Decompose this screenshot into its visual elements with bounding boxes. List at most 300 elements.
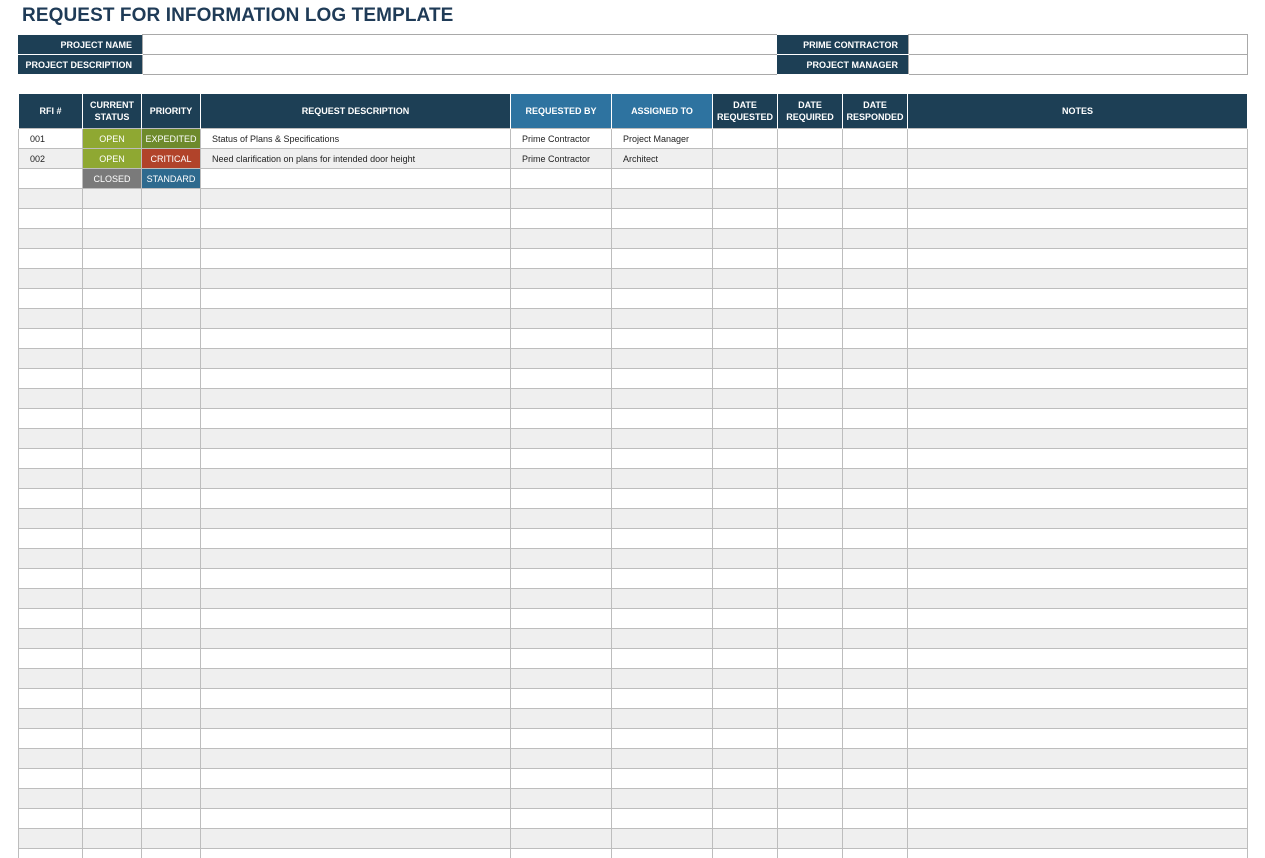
date-responded-cell[interactable] — [843, 429, 908, 449]
date-responded-cell[interactable] — [843, 449, 908, 469]
requested-by-cell[interactable] — [511, 349, 612, 369]
status-cell[interactable] — [83, 329, 142, 349]
date-responded-cell[interactable] — [843, 609, 908, 629]
requested-by-cell[interactable] — [511, 189, 612, 209]
requested-by-cell[interactable] — [511, 669, 612, 689]
assigned-to-cell[interactable] — [612, 229, 713, 249]
request-description-cell[interactable] — [201, 249, 511, 269]
requested-by-cell[interactable] — [511, 489, 612, 509]
status-cell[interactable] — [83, 249, 142, 269]
date-requested-cell[interactable] — [713, 689, 778, 709]
request-description-cell[interactable]: Status of Plans & Specifications — [201, 129, 511, 149]
notes-cell[interactable] — [908, 489, 1248, 509]
date-responded-cell[interactable] — [843, 329, 908, 349]
assigned-to-cell[interactable] — [612, 469, 713, 489]
request-description-cell[interactable] — [201, 569, 511, 589]
project-description-field[interactable] — [143, 55, 778, 75]
notes-cell[interactable] — [908, 609, 1248, 629]
requested-by-cell[interactable] — [511, 329, 612, 349]
request-description-cell[interactable] — [201, 269, 511, 289]
assigned-to-cell[interactable] — [612, 849, 713, 858]
date-requested-cell[interactable] — [713, 189, 778, 209]
assigned-to-cell[interactable] — [612, 309, 713, 329]
date-responded-cell[interactable] — [843, 369, 908, 389]
assigned-to-cell[interactable] — [612, 769, 713, 789]
request-description-cell[interactable] — [201, 769, 511, 789]
date-requested-cell[interactable] — [713, 389, 778, 409]
rfi-number-cell[interactable] — [19, 529, 83, 549]
date-requested-cell[interactable] — [713, 149, 778, 169]
requested-by-cell[interactable] — [511, 689, 612, 709]
notes-cell[interactable] — [908, 229, 1248, 249]
notes-cell[interactable] — [908, 389, 1248, 409]
requested-by-cell[interactable] — [511, 649, 612, 669]
date-requested-cell[interactable] — [713, 849, 778, 858]
priority-cell[interactable] — [142, 729, 201, 749]
date-requested-cell[interactable] — [713, 589, 778, 609]
date-responded-cell[interactable] — [843, 569, 908, 589]
priority-cell[interactable] — [142, 509, 201, 529]
requested-by-cell[interactable] — [511, 849, 612, 858]
status-cell[interactable] — [83, 669, 142, 689]
requested-by-cell[interactable] — [511, 749, 612, 769]
date-requested-cell[interactable] — [713, 729, 778, 749]
assigned-to-cell[interactable] — [612, 589, 713, 609]
priority-cell[interactable] — [142, 609, 201, 629]
assigned-to-cell[interactable] — [612, 369, 713, 389]
date-required-cell[interactable] — [778, 569, 843, 589]
status-cell[interactable] — [83, 689, 142, 709]
assigned-to-cell[interactable] — [612, 429, 713, 449]
request-description-cell[interactable] — [201, 529, 511, 549]
requested-by-cell[interactable] — [511, 549, 612, 569]
date-required-cell[interactable] — [778, 609, 843, 629]
notes-cell[interactable] — [908, 849, 1248, 858]
request-description-cell[interactable] — [201, 469, 511, 489]
status-cell[interactable] — [83, 769, 142, 789]
request-description-cell[interactable] — [201, 849, 511, 858]
assigned-to-cell[interactable] — [612, 409, 713, 429]
date-required-cell[interactable] — [778, 689, 843, 709]
rfi-number-cell[interactable] — [19, 449, 83, 469]
date-requested-cell[interactable] — [713, 769, 778, 789]
date-requested-cell[interactable] — [713, 669, 778, 689]
requested-by-cell[interactable] — [511, 629, 612, 649]
rfi-number-cell[interactable] — [19, 409, 83, 429]
date-requested-cell[interactable] — [713, 249, 778, 269]
date-required-cell[interactable] — [778, 249, 843, 269]
status-cell[interactable] — [83, 469, 142, 489]
priority-cell[interactable] — [142, 589, 201, 609]
date-required-cell[interactable] — [778, 789, 843, 809]
rfi-number-cell[interactable] — [19, 249, 83, 269]
requested-by-cell[interactable]: Prime Contractor — [511, 129, 612, 149]
date-requested-cell[interactable] — [713, 809, 778, 829]
date-requested-cell[interactable] — [713, 269, 778, 289]
status-cell[interactable] — [83, 389, 142, 409]
assigned-to-cell[interactable] — [612, 809, 713, 829]
priority-cell[interactable] — [142, 409, 201, 429]
requested-by-cell[interactable] — [511, 409, 612, 429]
date-required-cell[interactable] — [778, 129, 843, 149]
date-requested-cell[interactable] — [713, 469, 778, 489]
date-requested-cell[interactable] — [713, 609, 778, 629]
rfi-number-cell[interactable] — [19, 429, 83, 449]
rfi-number-cell[interactable] — [19, 689, 83, 709]
request-description-cell[interactable] — [201, 489, 511, 509]
assigned-to-cell[interactable] — [612, 449, 713, 469]
rfi-number-cell[interactable] — [19, 769, 83, 789]
date-responded-cell[interactable] — [843, 349, 908, 369]
status-badge[interactable]: OPEN — [83, 149, 142, 169]
priority-cell[interactable] — [142, 809, 201, 829]
status-cell[interactable] — [83, 269, 142, 289]
date-responded-cell[interactable] — [843, 669, 908, 689]
priority-cell[interactable] — [142, 449, 201, 469]
request-description-cell[interactable] — [201, 649, 511, 669]
rfi-number-cell[interactable] — [19, 589, 83, 609]
date-required-cell[interactable] — [778, 409, 843, 429]
priority-cell[interactable] — [142, 249, 201, 269]
priority-cell[interactable] — [142, 209, 201, 229]
date-requested-cell[interactable] — [713, 509, 778, 529]
project-name-field[interactable] — [143, 35, 778, 55]
rfi-number-cell[interactable] — [19, 289, 83, 309]
notes-cell[interactable] — [908, 589, 1248, 609]
requested-by-cell[interactable] — [511, 229, 612, 249]
date-responded-cell[interactable] — [843, 849, 908, 858]
status-cell[interactable] — [83, 849, 142, 858]
date-responded-cell[interactable] — [843, 129, 908, 149]
date-required-cell[interactable] — [778, 829, 843, 849]
date-requested-cell[interactable] — [713, 129, 778, 149]
date-requested-cell[interactable] — [713, 309, 778, 329]
requested-by-cell[interactable] — [511, 369, 612, 389]
requested-by-cell[interactable] — [511, 289, 612, 309]
date-requested-cell[interactable] — [713, 549, 778, 569]
date-required-cell[interactable] — [778, 589, 843, 609]
priority-cell[interactable] — [142, 269, 201, 289]
date-responded-cell[interactable] — [843, 289, 908, 309]
notes-cell[interactable] — [908, 509, 1248, 529]
notes-cell[interactable] — [908, 829, 1248, 849]
date-requested-cell[interactable] — [713, 649, 778, 669]
date-responded-cell[interactable] — [843, 509, 908, 529]
project-manager-field[interactable] — [909, 55, 1248, 75]
date-required-cell[interactable] — [778, 509, 843, 529]
requested-by-cell[interactable] — [511, 729, 612, 749]
date-required-cell[interactable] — [778, 389, 843, 409]
rfi-number-cell[interactable] — [19, 829, 83, 849]
rfi-number-cell[interactable] — [19, 469, 83, 489]
request-description-cell[interactable] — [201, 349, 511, 369]
priority-cell[interactable] — [142, 689, 201, 709]
status-cell[interactable] — [83, 209, 142, 229]
date-responded-cell[interactable] — [843, 529, 908, 549]
notes-cell[interactable] — [908, 429, 1248, 449]
date-required-cell[interactable] — [778, 849, 843, 858]
assigned-to-cell[interactable] — [612, 729, 713, 749]
notes-cell[interactable] — [908, 169, 1248, 189]
notes-cell[interactable] — [908, 409, 1248, 429]
notes-cell[interactable] — [908, 289, 1248, 309]
date-required-cell[interactable] — [778, 369, 843, 389]
assigned-to-cell[interactable] — [612, 389, 713, 409]
rfi-number-cell[interactable] — [19, 169, 83, 189]
request-description-cell[interactable] — [201, 689, 511, 709]
requested-by-cell[interactable] — [511, 429, 612, 449]
request-description-cell[interactable]: Need clarification on plans for intended door height — [201, 149, 511, 169]
date-requested-cell[interactable] — [713, 829, 778, 849]
assigned-to-cell[interactable] — [612, 189, 713, 209]
status-cell[interactable] — [83, 809, 142, 829]
notes-cell[interactable] — [908, 749, 1248, 769]
priority-cell[interactable] — [142, 389, 201, 409]
date-required-cell[interactable] — [778, 529, 843, 549]
date-required-cell[interactable] — [778, 349, 843, 369]
request-description-cell[interactable] — [201, 329, 511, 349]
request-description-cell[interactable] — [201, 589, 511, 609]
rfi-number-cell[interactable] — [19, 369, 83, 389]
requested-by-cell[interactable] — [511, 169, 612, 189]
notes-cell[interactable] — [908, 769, 1248, 789]
assigned-to-cell[interactable]: Project Manager — [612, 129, 713, 149]
assigned-to-cell[interactable] — [612, 549, 713, 569]
priority-cell[interactable] — [142, 369, 201, 389]
status-cell[interactable] — [83, 289, 142, 309]
date-responded-cell[interactable] — [843, 409, 908, 429]
requested-by-cell[interactable] — [511, 449, 612, 469]
assigned-to-cell[interactable] — [612, 289, 713, 309]
requested-by-cell[interactable] — [511, 569, 612, 589]
date-required-cell[interactable] — [778, 809, 843, 829]
assigned-to-cell[interactable]: Architect — [612, 149, 713, 169]
date-responded-cell[interactable] — [843, 589, 908, 609]
date-required-cell[interactable] — [778, 289, 843, 309]
rfi-number-cell[interactable] — [19, 329, 83, 349]
date-required-cell[interactable] — [778, 629, 843, 649]
status-cell[interactable] — [83, 609, 142, 629]
date-responded-cell[interactable] — [843, 169, 908, 189]
date-responded-cell[interactable] — [843, 709, 908, 729]
assigned-to-cell[interactable] — [612, 329, 713, 349]
notes-cell[interactable] — [908, 149, 1248, 169]
date-responded-cell[interactable] — [843, 749, 908, 769]
date-responded-cell[interactable] — [843, 729, 908, 749]
status-cell[interactable] — [83, 569, 142, 589]
assigned-to-cell[interactable] — [612, 169, 713, 189]
notes-cell[interactable] — [908, 629, 1248, 649]
date-required-cell[interactable] — [778, 189, 843, 209]
date-responded-cell[interactable] — [843, 469, 908, 489]
priority-cell[interactable] — [142, 829, 201, 849]
date-responded-cell[interactable] — [843, 629, 908, 649]
notes-cell[interactable] — [908, 649, 1248, 669]
date-requested-cell[interactable] — [713, 169, 778, 189]
date-required-cell[interactable] — [778, 429, 843, 449]
requested-by-cell[interactable] — [511, 589, 612, 609]
status-cell[interactable] — [83, 429, 142, 449]
rfi-number-cell[interactable] — [19, 229, 83, 249]
notes-cell[interactable] — [908, 669, 1248, 689]
date-responded-cell[interactable] — [843, 309, 908, 329]
notes-cell[interactable] — [908, 689, 1248, 709]
assigned-to-cell[interactable] — [612, 609, 713, 629]
assigned-to-cell[interactable] — [612, 649, 713, 669]
rfi-number-cell[interactable] — [19, 649, 83, 669]
rfi-number-cell[interactable] — [19, 389, 83, 409]
status-cell[interactable] — [83, 449, 142, 469]
notes-cell[interactable] — [908, 529, 1248, 549]
assigned-to-cell[interactable] — [612, 569, 713, 589]
assigned-to-cell[interactable] — [612, 629, 713, 649]
priority-badge[interactable]: EXPEDITED — [142, 129, 201, 149]
date-required-cell[interactable] — [778, 549, 843, 569]
date-requested-cell[interactable] — [713, 349, 778, 369]
date-responded-cell[interactable] — [843, 809, 908, 829]
notes-cell[interactable] — [908, 789, 1248, 809]
date-required-cell[interactable] — [778, 729, 843, 749]
request-description-cell[interactable] — [201, 449, 511, 469]
priority-cell[interactable] — [142, 749, 201, 769]
request-description-cell[interactable] — [201, 809, 511, 829]
date-required-cell[interactable] — [778, 769, 843, 789]
requested-by-cell[interactable] — [511, 829, 612, 849]
priority-cell[interactable] — [142, 669, 201, 689]
request-description-cell[interactable] — [201, 829, 511, 849]
date-requested-cell[interactable] — [713, 229, 778, 249]
status-cell[interactable] — [83, 589, 142, 609]
priority-badge[interactable]: CRITICAL — [142, 149, 201, 169]
date-requested-cell[interactable] — [713, 289, 778, 309]
priority-cell[interactable] — [142, 469, 201, 489]
rfi-number-cell[interactable] — [19, 709, 83, 729]
request-description-cell[interactable] — [201, 629, 511, 649]
rfi-number-cell[interactable] — [19, 669, 83, 689]
notes-cell[interactable] — [908, 449, 1248, 469]
request-description-cell[interactable] — [201, 209, 511, 229]
notes-cell[interactable] — [908, 549, 1248, 569]
requested-by-cell[interactable] — [511, 769, 612, 789]
requested-by-cell[interactable] — [511, 509, 612, 529]
request-description-cell[interactable] — [201, 549, 511, 569]
rfi-number-cell[interactable] — [19, 729, 83, 749]
date-requested-cell[interactable] — [713, 789, 778, 809]
requested-by-cell[interactable] — [511, 389, 612, 409]
prime-contractor-field[interactable] — [909, 35, 1248, 55]
date-responded-cell[interactable] — [843, 489, 908, 509]
priority-cell[interactable] — [142, 329, 201, 349]
status-cell[interactable] — [83, 509, 142, 529]
date-required-cell[interactable] — [778, 229, 843, 249]
date-required-cell[interactable] — [778, 329, 843, 349]
date-required-cell[interactable] — [778, 269, 843, 289]
requested-by-cell[interactable] — [511, 309, 612, 329]
assigned-to-cell[interactable] — [612, 489, 713, 509]
rfi-number-cell[interactable] — [19, 629, 83, 649]
request-description-cell[interactable] — [201, 509, 511, 529]
date-required-cell[interactable] — [778, 149, 843, 169]
date-required-cell[interactable] — [778, 669, 843, 689]
status-cell[interactable] — [83, 229, 142, 249]
request-description-cell[interactable] — [201, 289, 511, 309]
priority-cell[interactable] — [142, 789, 201, 809]
rfi-number-cell[interactable]: 002 — [19, 149, 83, 169]
rfi-number-cell[interactable] — [19, 509, 83, 529]
priority-cell[interactable] — [142, 529, 201, 549]
date-required-cell[interactable] — [778, 489, 843, 509]
notes-cell[interactable] — [908, 329, 1248, 349]
date-required-cell[interactable] — [778, 749, 843, 769]
rfi-number-cell[interactable] — [19, 609, 83, 629]
priority-cell[interactable] — [142, 349, 201, 369]
date-requested-cell[interactable] — [713, 329, 778, 349]
notes-cell[interactable] — [908, 369, 1248, 389]
priority-cell[interactable] — [142, 429, 201, 449]
status-cell[interactable] — [83, 649, 142, 669]
date-requested-cell[interactable] — [713, 749, 778, 769]
request-description-cell[interactable] — [201, 609, 511, 629]
date-required-cell[interactable] — [778, 649, 843, 669]
status-cell[interactable] — [83, 409, 142, 429]
status-cell[interactable] — [83, 629, 142, 649]
assigned-to-cell[interactable] — [612, 829, 713, 849]
date-required-cell[interactable] — [778, 709, 843, 729]
status-cell[interactable] — [83, 729, 142, 749]
rfi-number-cell[interactable] — [19, 749, 83, 769]
notes-cell[interactable] — [908, 469, 1248, 489]
status-cell[interactable] — [83, 309, 142, 329]
notes-cell[interactable] — [908, 269, 1248, 289]
assigned-to-cell[interactable] — [612, 209, 713, 229]
date-responded-cell[interactable] — [843, 769, 908, 789]
notes-cell[interactable] — [908, 249, 1248, 269]
date-requested-cell[interactable] — [713, 449, 778, 469]
date-responded-cell[interactable] — [843, 789, 908, 809]
rfi-number-cell[interactable] — [19, 809, 83, 829]
priority-cell[interactable] — [142, 309, 201, 329]
assigned-to-cell[interactable] — [612, 349, 713, 369]
request-description-cell[interactable] — [201, 389, 511, 409]
notes-cell[interactable] — [908, 309, 1248, 329]
date-responded-cell[interactable] — [843, 389, 908, 409]
notes-cell[interactable] — [908, 349, 1248, 369]
assigned-to-cell[interactable] — [612, 789, 713, 809]
date-requested-cell[interactable] — [713, 429, 778, 449]
priority-badge[interactable]: STANDARD — [142, 169, 201, 189]
priority-cell[interactable] — [142, 629, 201, 649]
requested-by-cell[interactable] — [511, 209, 612, 229]
rfi-number-cell[interactable]: 001 — [19, 129, 83, 149]
assigned-to-cell[interactable] — [612, 269, 713, 289]
date-requested-cell[interactable] — [713, 409, 778, 429]
date-responded-cell[interactable] — [843, 649, 908, 669]
date-responded-cell[interactable] — [843, 269, 908, 289]
notes-cell[interactable] — [908, 569, 1248, 589]
date-responded-cell[interactable] — [843, 549, 908, 569]
requested-by-cell[interactable]: Prime Contractor — [511, 149, 612, 169]
rfi-number-cell[interactable] — [19, 789, 83, 809]
date-requested-cell[interactable] — [713, 709, 778, 729]
request-description-cell[interactable] — [201, 729, 511, 749]
priority-cell[interactable] — [142, 289, 201, 309]
notes-cell[interactable] — [908, 209, 1248, 229]
request-description-cell[interactable] — [201, 369, 511, 389]
priority-cell[interactable] — [142, 649, 201, 669]
rfi-number-cell[interactable] — [19, 349, 83, 369]
date-requested-cell[interactable] — [713, 629, 778, 649]
request-description-cell[interactable] — [201, 669, 511, 689]
